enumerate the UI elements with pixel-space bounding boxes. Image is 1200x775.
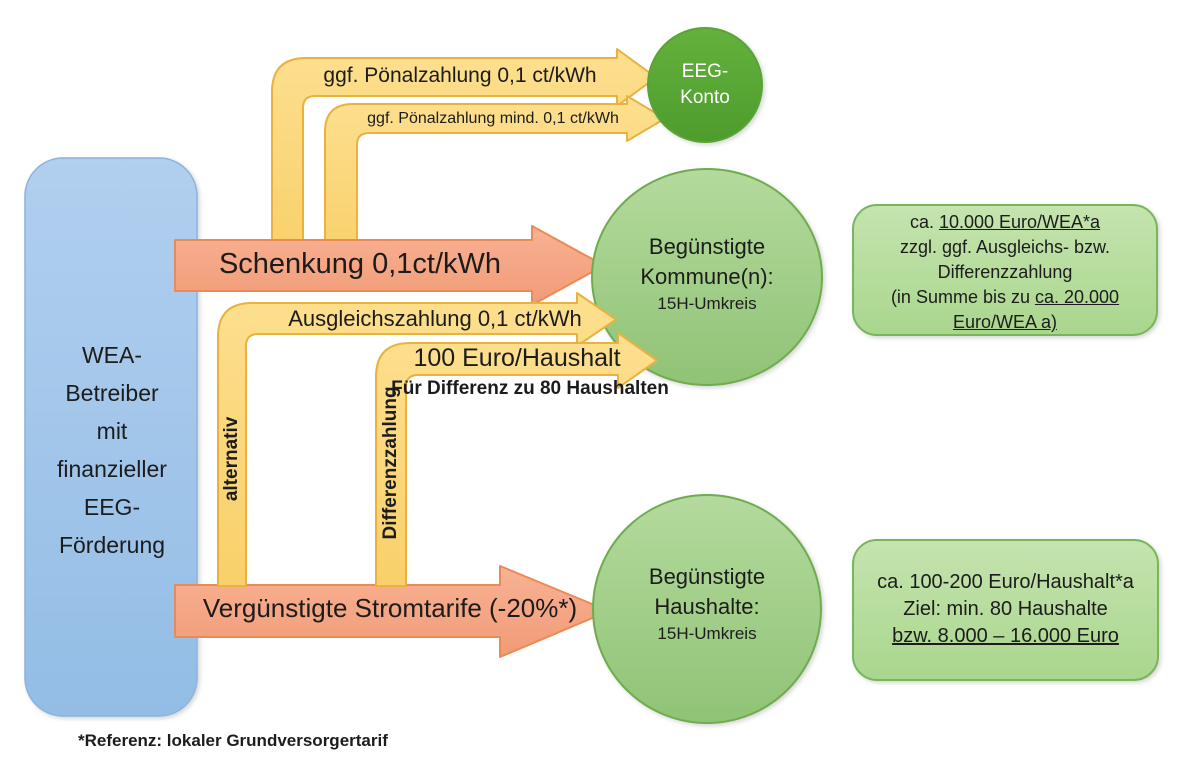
- municipalities-subtitle: 15H-Umkreis: [657, 294, 757, 313]
- households-label: [597, 562, 817, 644]
- municipalities-label: [597, 232, 817, 314]
- municipalities-info-text: ca. 10.000 Euro/WEA*a zzgl. ggf. Ausgleichs- bzw. Differenzzahlung (in Summe bis zu ca. 20.000 Euro/WEA a): [890, 212, 1120, 332]
- discount-tariff-label: Vergünstigte Stromtarife (-20%*): [202, 593, 578, 623]
- per-household-note-label: Für Differenz zu 80 Haushalten: [391, 378, 669, 399]
- difference-payment-vertical-label: Differenzzahlung: [380, 386, 402, 540]
- municipalities-title: Begünstigte Kommune(n):: [640, 234, 774, 289]
- households-title: Begünstigte Haushalte:: [648, 564, 766, 619]
- penalty-main-label: ggf. Pönalzahlung 0,1 ct/kWh: [323, 64, 597, 87]
- eeg-account-label: EEG- Konto: [680, 61, 730, 108]
- wea-operator-label: WEA- Betreiber mit finanzieller EEG- Förderung: [57, 342, 167, 558]
- per-household-label: 100 Euro/Haushalt: [413, 344, 621, 372]
- reference-footnote: *Referenz: lokaler Grundversorgertarif: [78, 731, 388, 750]
- compensation-label: Ausgleichszahlung 0,1 ct/kWh: [288, 306, 582, 331]
- donation-label: Schenkung 0,1ct/kWh: [218, 248, 502, 280]
- households-info-text: ca. 100-200 Euro/Haushalt*a Ziel: min. 80 Haushalte bzw. 8.000 – 16.000 Euro: [877, 571, 1134, 647]
- penalty-min-label: ggf. Pönalzahlung mind. 0,1 ct/kWh: [367, 110, 619, 127]
- households-subtitle: 15H-Umkreis: [657, 624, 757, 643]
- alternative-vertical-label: alternativ: [221, 416, 243, 502]
- compensation-arrow: [218, 293, 616, 586]
